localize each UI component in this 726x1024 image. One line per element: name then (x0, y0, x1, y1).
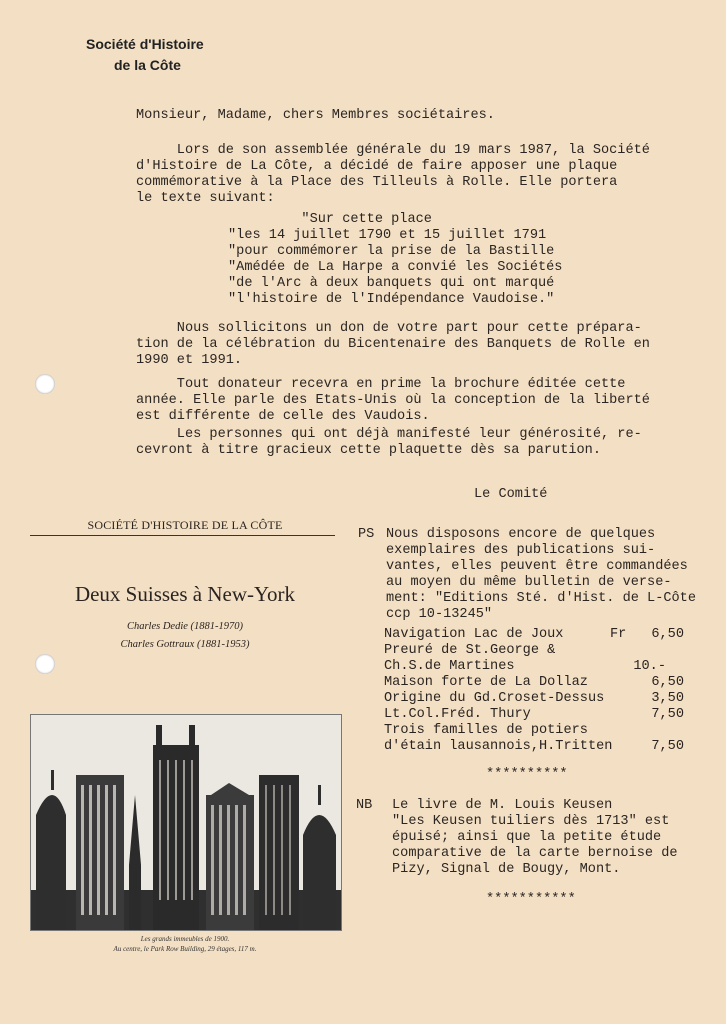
punch-hole (35, 374, 55, 394)
separator-stars: *********** (486, 892, 576, 907)
currency-label: Fr (610, 627, 627, 642)
publication-title: Maison forte de La Dollaz (384, 675, 588, 690)
letterhead (86, 34, 204, 76)
paragraph-4: Les personnes qui ont déjà manifesté leur générosité, re- cevront à titre gracieux cette plaquette dès sa parution. (136, 427, 642, 458)
publication-price: 7,50 (651, 707, 684, 722)
publication-title: Origine du Gd.Croset-Dessus (384, 691, 605, 706)
brochure-cover (30, 512, 340, 962)
publication-price: 3,50 (651, 691, 684, 706)
image-caption: Au centre, le Park Row Building, 29 étages, 117 m. (113, 945, 257, 953)
publication-price: 10.- (633, 659, 666, 674)
publication-title: Trois familles de potiers d'étain lausannois,H.Tritten (384, 723, 613, 754)
publication-price: 7,50 (651, 739, 684, 754)
brochure-header: SOCIÉTÉ D'HISTOIRE DE LA CÔTE (87, 518, 283, 532)
plaque-quote: "Sur cette place "les 14 juillet 1790 et 15 juillet 1791 "pour commémorer la prise de la Bastille "Amédée de La Harpe a convié les Sociétés "de l'Arc à deux banquets qui ont marqué "l'histoire de l'Indépendance Vaudoise." (228, 212, 563, 307)
publication-list (384, 627, 684, 755)
brochure-title: Deux Suisses à New-York (74, 582, 296, 606)
publication-title: Preuré de St.George & Ch.S.de Martines (384, 643, 556, 674)
publication-title: Lt.Col.Fréd. Thury (384, 707, 531, 722)
ps-label: PS (358, 527, 375, 542)
letterhead-line1: Société d'Histoire (86, 36, 204, 52)
publication-item (384, 675, 684, 691)
ps-text: Nous disposons encore de quelques exemplaires des publications sui- vantes, elles peuvent être commandées au moyen du même bulletin de verse- ment: "Editions Sté. d'Hist. de L-Côte ccp 10-13245" (386, 527, 696, 622)
publication-item (384, 723, 684, 755)
skyline-image (30, 714, 342, 931)
publication-item (384, 691, 684, 707)
publication-item (384, 707, 684, 723)
nb-label: NB (356, 798, 373, 813)
publication-title: Navigation Lac de Joux (384, 627, 564, 642)
signature: Le Comité (474, 487, 548, 502)
publication-item (384, 627, 684, 643)
separator-stars: ********** (486, 767, 568, 782)
nb-text: Le livre de M. Louis Keusen "Les Keusen tuiliers dès 1713" est épuisé; ainsi que la petite étude comparative de la carte bernoise de Pizy, Signal de Bougy, Mont. (392, 798, 678, 877)
publication-item (384, 643, 684, 675)
greeting: Monsieur, Madame, chers Membres sociétaires. (136, 108, 495, 123)
image-caption: Les grands immeubles de 1900. (140, 935, 230, 943)
brochure-author: Charles Dedie (1881-1970) (126, 621, 244, 632)
skyline-illustration (31, 715, 341, 930)
paragraph-2: Nous sollicitons un don de votre part pour cette prépara- tion de la célébration du Bicentenaire des Banquets de Rolle en 1990 et 1991. (136, 321, 650, 368)
publication-price: 6,50 (651, 675, 684, 690)
publication-price: 6,50 (651, 627, 684, 642)
paragraph-3: Tout donateur recevra en prime la brochure éditée cette année. Elle parle des Etats-Unis où la conception de la liberté est différente de celle des Vaudois. (136, 377, 650, 424)
brochure-author: Charles Gottraux (1881-1953) (120, 639, 250, 650)
letterhead-line2: de la Côte (114, 57, 181, 73)
paragraph-1: Lors de son assemblée générale du 19 mars 1987, la Société d'Histoire de La Côte, a décidé de faire apposer une plaque commémorative à la Place des Tilleuls à Rolle. Elle portera le texte suivant: (136, 143, 650, 206)
brochure-divider (30, 535, 335, 536)
